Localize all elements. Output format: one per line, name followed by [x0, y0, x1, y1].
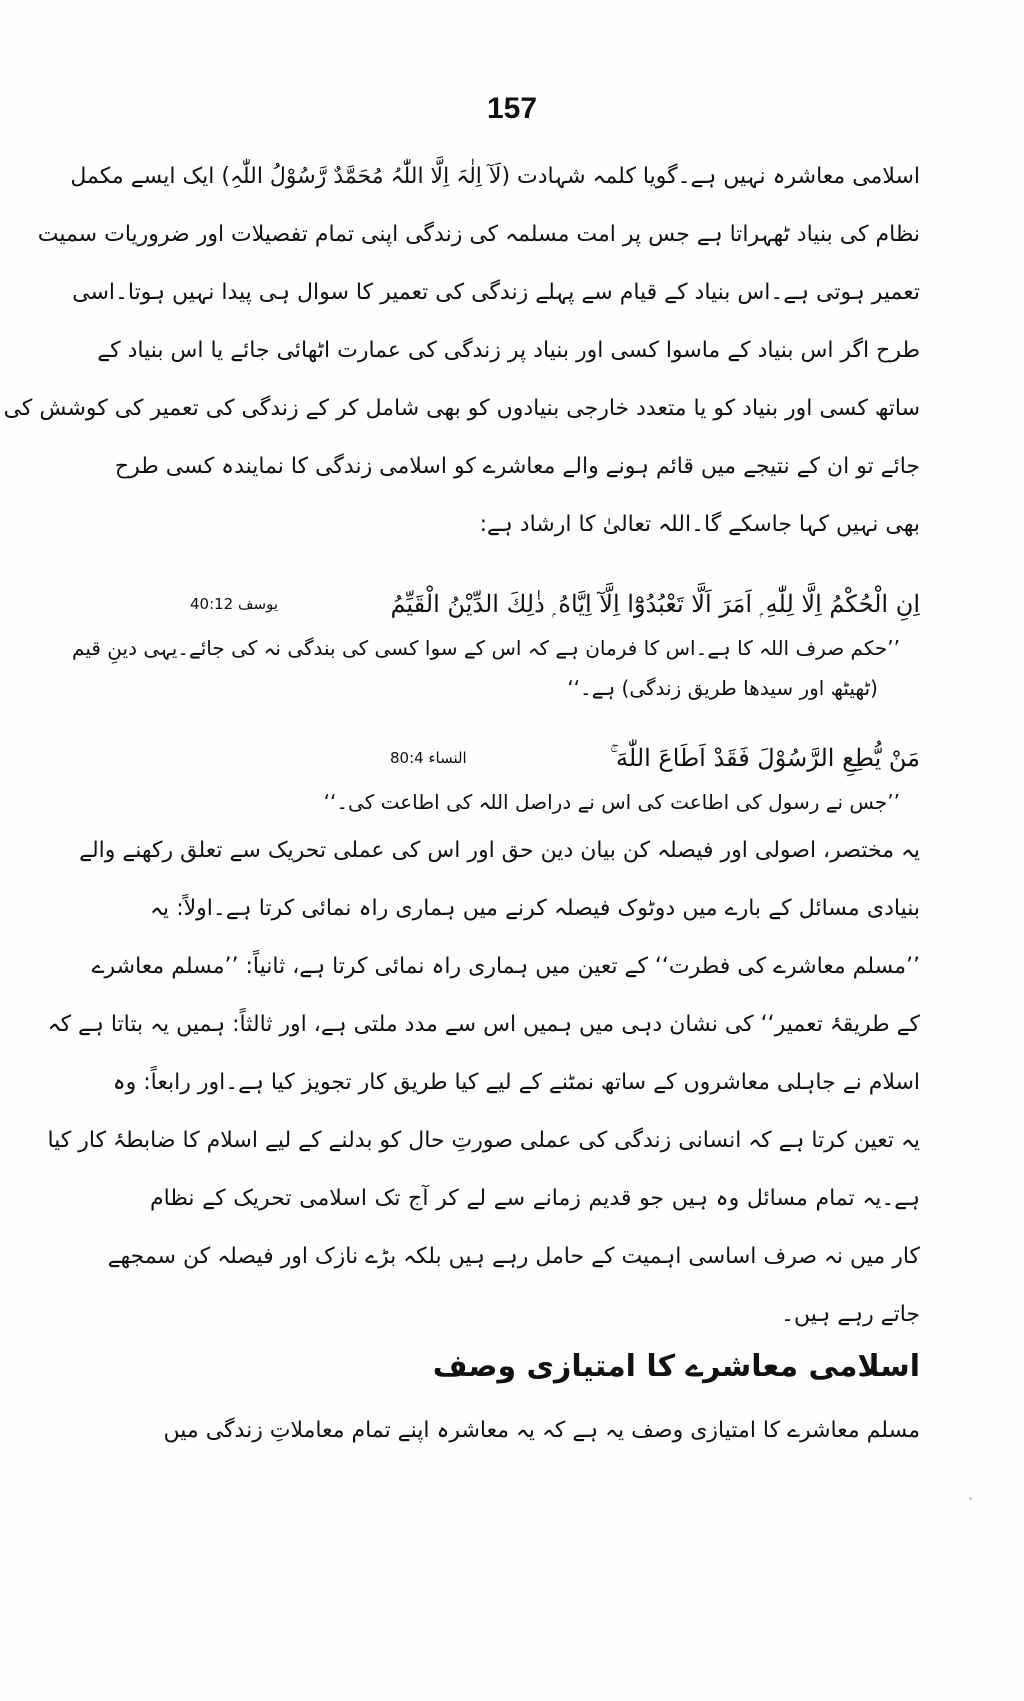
- paragraph-explanation: [47, 822, 920, 1344]
- text-line: ’’مسلم معاشرے کی فطرت‘‘ کے تعین میں ہماری راہ نمائی کرتا ہے، ثانیاً: ’’مسلم معاشرے: [91, 954, 920, 979]
- verse-arabic-text: مَنْ يُّطِعِ الرَّسُوْلَ فَقَدْ اَطَاعَ اللّٰهَ ۚ: [610, 744, 920, 772]
- text-line: تعمیر ہوتی ہے۔اس بنیاد کے قیام سے پہلے زندگی کی تعمیر کا سوال ہی پیدا نہیں ہوتا۔اسی: [72, 280, 920, 305]
- quran-verse-1: [190, 582, 920, 626]
- translation-line: ’’جس نے رسول کی اطاعت کی اس نے دراصل اللہ کی اطاعت کی۔‘‘: [323, 790, 900, 814]
- translation-line: ’’حکم صرف اللہ کا ہے۔اس کا فرمان ہے کہ اس کے سوا کسی کی بندگی نہ کی جائے۔یہی دینِ قیم: [72, 636, 900, 660]
- verse-arabic-text: اِنِ الْحُكْمُ اِلَّا لِلّٰهِ ۭ اَمَرَ اَلَّا تَعْبُدُوْٓا اِلَّآ اِيَّاهُ ۭ ذٰلِكَ الدِّيْنُ الْقَيِّمُ: [390, 590, 920, 618]
- text-line: یہ مختصر، اصولی اور فیصلہ کن بیان دین حق اور اس کی عملی تحریک سے تعلق رکھنے والے: [79, 838, 920, 863]
- scan-speck: [969, 1497, 972, 1500]
- text-line: مسلم معاشرے کا امتیازی وصف یہ ہے کہ یہ معاشرہ اپنے تمام معاملاتِ زندگی میں: [163, 1418, 920, 1443]
- text-line: بھی نہیں کہا جاسکے گا۔اللہ تعالیٰ کا ارشاد ہے:: [479, 512, 920, 537]
- verse-reference: یوسف 40:12: [190, 595, 279, 613]
- verse-reference: النساء 80:4: [390, 749, 467, 767]
- text-line: ہے۔یہ تمام مسائل وہ ہیں جو قدیم زمانے سے لے کر آج تک اسلامی تحریک کے نظام: [150, 1186, 920, 1211]
- text-line: طرح اگر اس بنیاد کے ماسوا کسی اور بنیاد پر زندگی کی عمارت اٹھائی جائے یا اس بنیاد کے: [97, 338, 920, 363]
- translation-line: (ٹھیٹھ اور سیدھا طریق زندگی) ہے۔‘‘: [567, 676, 878, 700]
- text-line: اسلام نے جاہلی معاشروں کے ساتھ نمٹنے کے لیے کیا طریق کار تجویز کیا ہے۔اور رابعاً: وہ: [112, 1070, 920, 1095]
- section-heading: اسلامی معاشرے کا امتیازی وصف: [432, 1349, 920, 1384]
- text-line: کے طریقۂ تعمیر‘‘ کی نشان دہی میں ہمیں اس سے مدد ملتی ہے، اور ثالثاً: ہمیں یہ بتاتا ہے کہ: [47, 1012, 920, 1037]
- text-line: اسلامی معاشرہ نہیں ہے۔گویا کلمہ شہادت (لَآ اِلٰہَ اِلَّا اللّٰہُ مُحَمَّدٌ رَّسُوْلُ اللّٰہِ) ایک ایسے مکمل: [70, 164, 920, 189]
- text-line: جائے تو ان کے نتیجے میں قائم ہونے والے معاشرے کو اسلامی زندگی کا نمایندہ کسی طرح: [114, 454, 920, 479]
- page-number: 157: [486, 92, 538, 125]
- verse-2-translation: [150, 782, 900, 822]
- verse-1-translation: [72, 628, 900, 708]
- text-line: بنیادی مسائل کے بارے میں دوٹوک فیصلہ کرنے میں ہماری راہ نمائی کرتا ہے۔اولاً: یہ: [150, 896, 920, 921]
- text-line: نظام کی بنیاد ٹھہراتا ہے جس پر امت مسلمہ کی زندگی اپنی تمام تفصیلات اور ضروریات سمیت: [37, 222, 920, 247]
- paragraph-intro: [3, 148, 920, 554]
- quran-verse-2: [190, 736, 920, 780]
- text-line: جاتے رہے ہیں۔: [781, 1302, 920, 1327]
- text-line: یہ تعین کرتا ہے کہ انسانی زندگی کی عملی صورتِ حال کو بدلنے کے لیے اسلام کا ضابطۂ کار کیا: [47, 1128, 920, 1153]
- text-line: کار میں نہ صرف اساسی اہمیت کے حامل رہے ہیں بلکہ بڑے نازک اور فیصلہ کن سمجھے: [107, 1244, 920, 1269]
- text-line: ساتھ کسی اور بنیاد کو یا متعدد خارجی بنیادوں کو بھی شامل کر کے زندگی کی تعمیر کی کوشش کی: [3, 396, 920, 421]
- paragraph-section-start: [150, 1402, 920, 1460]
